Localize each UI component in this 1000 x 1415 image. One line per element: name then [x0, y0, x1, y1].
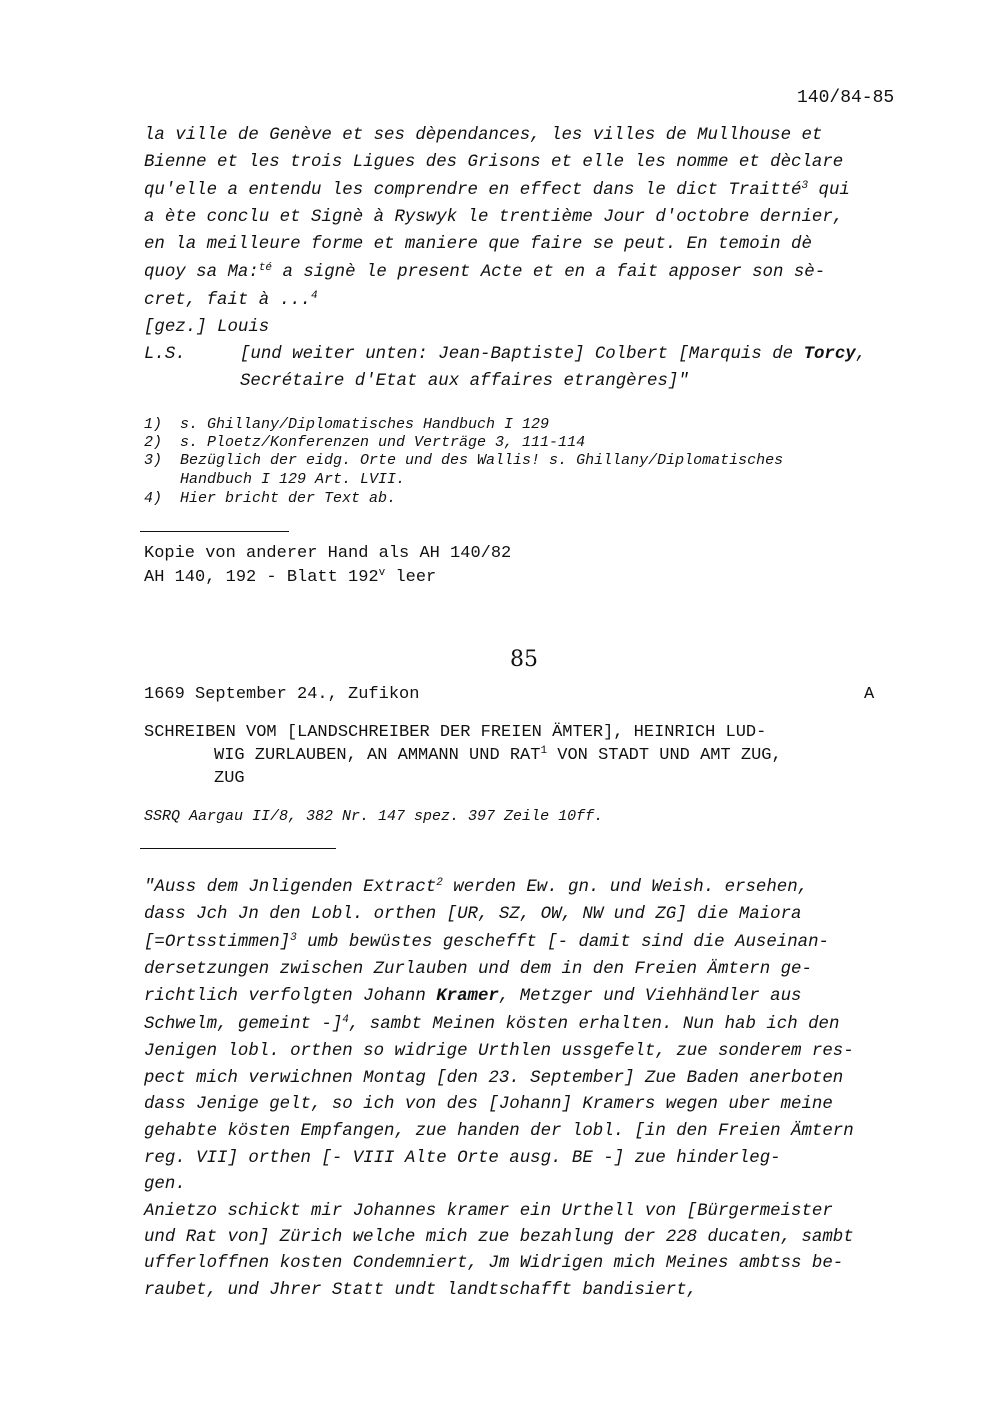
document-number: 85: [510, 647, 538, 672]
text-span: , Metzger und Viehhändler aus: [498, 987, 802, 1006]
text-line: dass Jch Jn den Lobl. orthen [UR, SZ, OW, NW und ZG] die Maiora: [144, 905, 802, 924]
text-line: en la meilleure forme et maniere que faire se peut. En temoin dè: [144, 235, 812, 254]
footnote-text: Hier bricht der Text ab.: [180, 490, 397, 507]
text-line: dass Jenige gelt, so ich von des [Johann] Kramers wegen uber meine: [144, 1095, 833, 1114]
text-span: cret, fait à ...: [144, 291, 311, 310]
name-bold: Kramer: [436, 987, 499, 1006]
text-span: "Auss dem Jnligenden Extract: [144, 878, 437, 897]
footnote-ref: 4: [342, 1014, 349, 1026]
text-line: raubet, und Jhrer Statt undt landtschafft bandisiert,: [144, 1281, 698, 1300]
text-span: WIG ZURLAUBEN, AN AMMANN UND RAT: [214, 746, 541, 765]
footnote-ref: 3: [290, 932, 297, 944]
text-span: [und weiter unten: Jean-Baptiste] Colbert [Marquis de: [240, 345, 804, 364]
document-letter: A: [864, 685, 875, 704]
text-span: leer: [385, 568, 437, 587]
text-span: a signè le present Acte et en a fait apposer son sè-: [272, 263, 826, 282]
name-bold: Torcy: [803, 345, 856, 364]
signature-note: Secrétaire d'Etat aux affaires etrangères]": [240, 372, 689, 391]
separator-rule: [140, 531, 289, 532]
text-line: [144, 1015, 839, 1034]
footnote-number: 3): [144, 452, 163, 469]
source-reference: SSRQ Aargau II/8, 382 Nr. 147 spez. 397 Zeile 10ff.: [144, 808, 604, 825]
text-line: reg. VII] orthen [- VIII Alte Orte ausg. BE -] zue hinderleg-: [144, 1149, 781, 1168]
footnote-ref: 4: [310, 290, 318, 302]
page-reference: 140/84-85: [797, 88, 895, 108]
text-span: quoy sa Ma:: [144, 263, 259, 282]
footnote-number: 4): [144, 490, 163, 507]
text-span: richtlich verfolgten Johann: [144, 987, 437, 1006]
text-span: werden Ew. gn. und Weish. ersehen,: [442, 878, 809, 897]
text-line: la ville de Genève et ses dèpendances, les villes de Mullhouse et: [144, 126, 823, 145]
footnote-ref: 2: [436, 877, 443, 889]
text-span: [=Ortsstimmen]: [144, 933, 291, 952]
text-line: [144, 291, 318, 310]
footnote-text: s. Ploetz/Konferenzen und Verträge 3, 111-114: [180, 434, 586, 451]
text-span: qui: [808, 181, 850, 200]
text-span: AH 140, 192 - Blatt 192: [144, 568, 379, 587]
document-title: ZUG: [214, 769, 245, 788]
text-span: ,: [855, 345, 867, 364]
footnote-text: Handbuch I 129 Art. LVII.: [180, 471, 406, 488]
footnote-ref: 3: [801, 180, 809, 192]
text-span: , sambt Meinen kösten erhalten. Nun hab ich den: [348, 1015, 840, 1034]
text-span: Schwelm, gemeint -]: [144, 1015, 343, 1034]
text-line: [144, 878, 808, 897]
text-line: und Rat von] Zürich welche mich zue bezahlung der 228 ducaten, sambt: [144, 1228, 854, 1247]
archive-reference: [144, 568, 436, 587]
text-line: ufferloffnen kosten Condemniert, Jm Widrigen mich Meines ambtss be-: [144, 1254, 844, 1273]
seal-mark: L.S.: [144, 345, 186, 364]
footnote-text: Bezüglich der eidg. Orte und des Wallis! s. Ghillany/Diplomatisches: [180, 452, 784, 469]
document-date-place: 1669 September 24., Zufikon: [144, 685, 420, 704]
footnote-number: 2): [144, 434, 163, 451]
text-line: Bienne et les trois Ligues des Grisons et elle les nomme et dèclare: [144, 153, 844, 172]
document-title: SCHREIBEN VOM [LANDSCHREIBER DER FREIEN ÄMTER], HEINRICH LUD-: [144, 723, 767, 742]
text-line: gehabte kösten Empfangen, zue handen der lobl. [in den Freien Ämtern: [144, 1122, 854, 1141]
separator-rule: [140, 848, 336, 849]
text-line: a ète conclu et Signè à Ryswyk le trentième Jour d'octobre dernier,: [144, 208, 844, 227]
text-line: [144, 987, 802, 1006]
text-span: VON STADT UND AMT ZUG,: [547, 746, 782, 765]
text-line: gen.: [144, 1175, 186, 1194]
footnote-number: 1): [144, 416, 163, 433]
text-line: [144, 181, 850, 200]
signature-note: [240, 345, 866, 364]
footnote-ref: 1: [540, 745, 548, 757]
text-line: dersetzungen zwischen Zurlauben und dem in den Freien Ämtern ge-: [144, 960, 812, 979]
text-line: [144, 933, 829, 952]
text-line: Anietzo schickt mir Johannes kramer ein Urthell von [Bürgermeister: [144, 1202, 833, 1221]
copy-note: Kopie von anderer Hand als AH 140/82: [144, 544, 512, 563]
signature-line: [gez.] Louis: [144, 318, 270, 337]
text-line: Jenigen lobl. orthen so widrige Urthlen ussgefelt, zue sonderem res-: [144, 1042, 854, 1061]
superscript: v: [378, 567, 386, 579]
text-span: qu'elle a entendu les comprendre en effect dans le dict Traitté: [144, 181, 802, 200]
text-line: pect mich verwichnen Montag [den 23. September] Zue Baden anerboten: [144, 1069, 844, 1088]
superscript: té: [258, 262, 273, 274]
text-line: [144, 263, 825, 282]
document-title: [214, 746, 782, 765]
text-span: umb bewüstes geschefft [- damit sind die Auseinan-: [296, 933, 829, 952]
footnote-text: s. Ghillany/Diplomatisches Handbuch I 129: [180, 416, 550, 433]
